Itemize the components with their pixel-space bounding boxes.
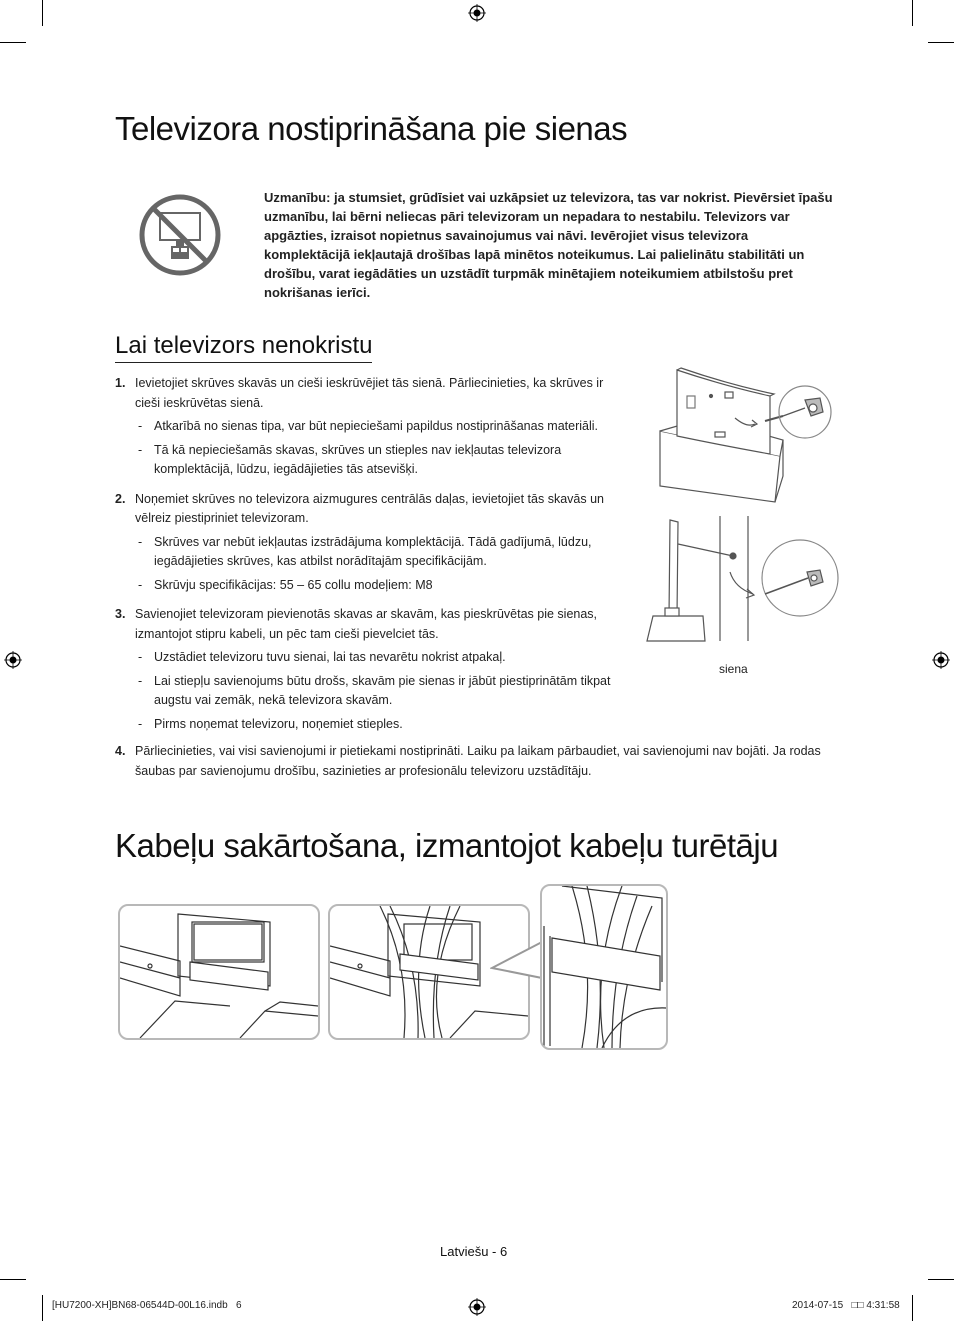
step-note: - Skrūves var nebūt iekļautas izstrādājuma komplektācijā. Tādā gadījumā, lūdzu, iegādājieties skrūves, kas atbilst norādītajām specifikācijām. <box>135 533 625 572</box>
print-slug-date: 2014-07-15 □□ 4:31:58 <box>792 1300 900 1311</box>
step-text: Pārliecinieties, vai visi savienojumi ir pietiekami nostiprināti. Laiku pa laikam pārbaudiet, vai savienojumi nav bojāti. Ja rodas šaubas par savienojumu drošību, sazinieties ar profesionālu televizoru uzstādītāju. <box>135 744 821 778</box>
cable-step-panel-zoom <box>540 884 668 1050</box>
step-note: - Skrūvju specifikācijas: 55 – 65 collu modeļiem: M8 <box>135 576 625 596</box>
cable-step-panel <box>118 904 320 1040</box>
list-item <box>115 742 840 781</box>
step-text: Noņemiet skrūves no televizora aizmugures centrālās daļas, ievietojiet tās skavās un vēlreiz piestipriniet televizoram. <box>135 491 604 525</box>
step-note: - Lai stiepļu savienojums būtu drošs, skavām pie sienas ir jābūt piestiprinātām tikpat augstu vai zemāk, nekā televizora skavām. <box>135 672 625 711</box>
step-number: 2. <box>115 491 126 506</box>
section-title-cables: Kabeļu sakārtošana, izmantojot kabeļu turētāju <box>115 827 779 864</box>
crop-mark <box>928 42 954 43</box>
wall-caption: siena <box>719 662 748 676</box>
step-number: 3. <box>115 607 126 621</box>
step-note: - Uzstādiet televizoru tuvu sienai, lai tas nevarētu nokrist atpakaļ. <box>135 648 625 668</box>
list-item <box>115 490 625 596</box>
step-text: Ievietojiet skrūves skavās un cieši ieskrūvējiet tās sienā. Pārliecinieties, ka skrūves ir cieši ieskrūvētas sienā. <box>135 376 604 410</box>
no-leaning-icon <box>138 193 222 277</box>
list-item <box>115 605 625 734</box>
step-number: 1. <box>115 376 126 390</box>
crop-mark <box>0 1279 26 1280</box>
section-heading: Lai televizors nenokristu <box>115 332 372 363</box>
crop-mark <box>42 0 43 26</box>
step-number: 4. <box>115 744 126 758</box>
page-title: Televizora nostiprināšana pie sienas <box>115 110 628 147</box>
crop-mark <box>912 1295 913 1321</box>
crop-mark <box>42 1295 43 1321</box>
registration-mark-icon <box>468 4 486 22</box>
crop-mark <box>0 42 26 43</box>
registration-mark-icon <box>4 651 22 669</box>
page-number: Latviešu - 6 <box>440 1244 508 1259</box>
registration-mark-icon <box>468 1298 486 1316</box>
wall-attachment-illustration <box>645 516 840 646</box>
step-note: - Pirms noņemat televizoru, noņemiet stieples. <box>135 715 625 735</box>
list-item <box>115 374 625 480</box>
print-slug-file: [HU7200-XH]BN68-06544D-00L16.indb 6 <box>52 1300 242 1311</box>
crop-mark <box>912 0 913 26</box>
step-text: Savienojiet televizoram pievienotās skavas ar skavām, kas pieskrūvētas pie sienas, izmantojot stipru kabeli, un pēc tam cieši pievelciet tās. <box>135 607 598 641</box>
safety-warning: Uzmanību: ja stumsiet, grūdīsiet vai uzkāpsiet uz televizora, tas var nokrist. Pievērsiet īpašu uzmanību, lai bērni neliecas pāri televizoram un nepadara to nestabilu. Televizors var apgāzties, izraisot nopietnus savainojumus vai nāvi. Ievērojiet visus televizora komplektācijā iekļautajā drošības lapā minētos noteikumus. Lai palielinātu stabilitāti un drošību, varat iegādāties un uzstādīt turpmāk minētajiem noteikumiem atbilstošu pret nokrišanas ierīci. <box>264 190 833 300</box>
registration-mark-icon <box>932 651 950 669</box>
crop-mark <box>928 1279 954 1280</box>
step-note: - Atkarībā no sienas tipa, var būt nepieciešami papildus nostiprināšanas materiāli. <box>135 417 625 437</box>
tv-bracket-illustration <box>655 366 835 504</box>
step-note: - Tā kā nepieciešamās skavas, skrūves un stieples nav iekļautas televizora komplektācijā, lūdzu, iegādājieties tās atsevišķi. <box>135 441 625 480</box>
steps-list <box>115 374 625 744</box>
